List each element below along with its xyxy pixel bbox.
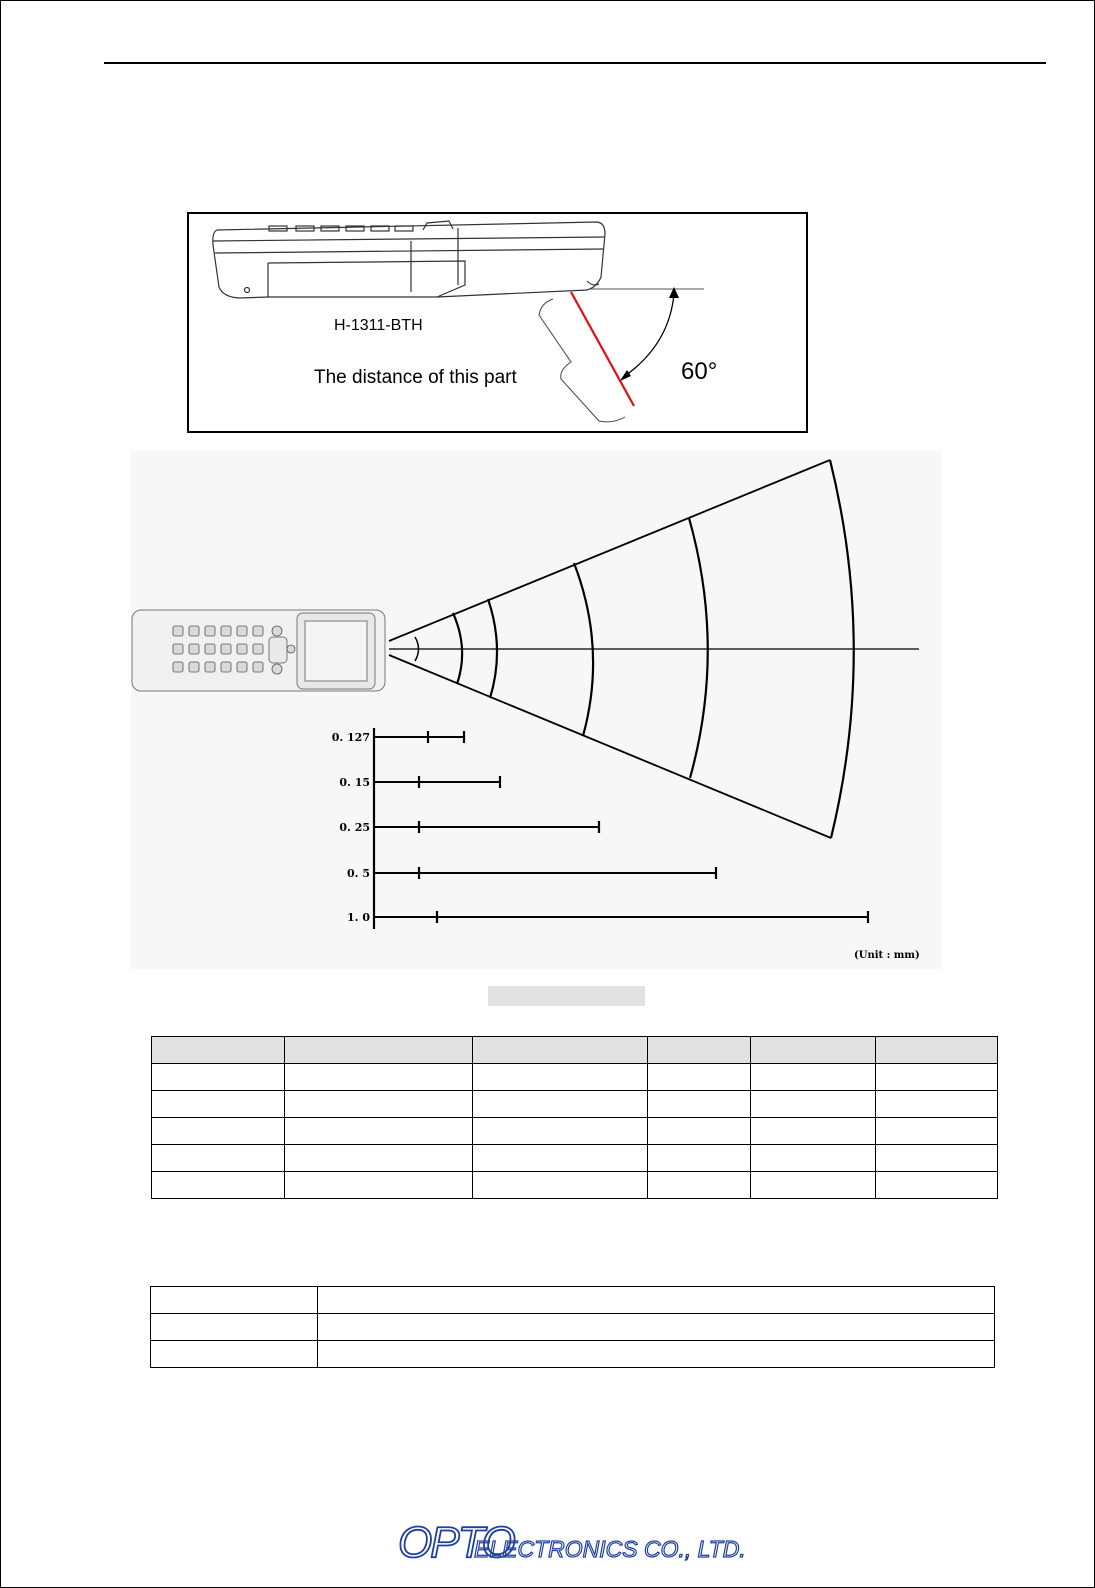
model-label: H-1311-BTH bbox=[334, 317, 423, 334]
arrow-head-bottom bbox=[620, 370, 631, 381]
reading-range-figure bbox=[131, 451, 941, 969]
figure-frame bbox=[188, 213, 807, 432]
scanner-side-view bbox=[213, 221, 605, 298]
company-logo bbox=[396, 1513, 776, 1565]
logo-brand: OPTO bbox=[398, 1518, 514, 1565]
table-row bbox=[152, 1091, 998, 1118]
resolution-label-015: 0. 15 bbox=[339, 776, 370, 789]
table-row bbox=[151, 1314, 995, 1341]
distance-label: The distance of this part bbox=[314, 367, 517, 388]
scan-line bbox=[571, 292, 634, 406]
figure-background bbox=[131, 451, 941, 969]
table-row bbox=[152, 1118, 998, 1145]
table-row bbox=[152, 1145, 998, 1172]
resolution-label-10: 1. 0 bbox=[347, 911, 370, 924]
resolution-label-0127: 0. 127 bbox=[331, 731, 370, 744]
table-header-row bbox=[152, 1037, 998, 1064]
angle-figure bbox=[188, 213, 807, 432]
note-table bbox=[150, 1286, 995, 1368]
distance-brace bbox=[539, 299, 625, 422]
unit-note: (Unit : mm) bbox=[854, 950, 920, 961]
spec-table bbox=[151, 1036, 998, 1199]
table-row bbox=[151, 1341, 995, 1368]
terminal-top-view bbox=[132, 610, 385, 691]
angle-arc bbox=[622, 294, 674, 378]
table-row bbox=[152, 1064, 998, 1091]
table-row bbox=[151, 1287, 995, 1314]
logo-company-name: ELECTRONICS CO., LTD. bbox=[474, 1536, 746, 1562]
table-row bbox=[152, 1172, 998, 1199]
resolution-label-025: 0. 25 bbox=[339, 821, 370, 834]
angle-label: 60° bbox=[681, 358, 718, 385]
resolution-label-05: 0. 5 bbox=[347, 867, 370, 880]
table-caption-highlight bbox=[488, 986, 645, 1006]
